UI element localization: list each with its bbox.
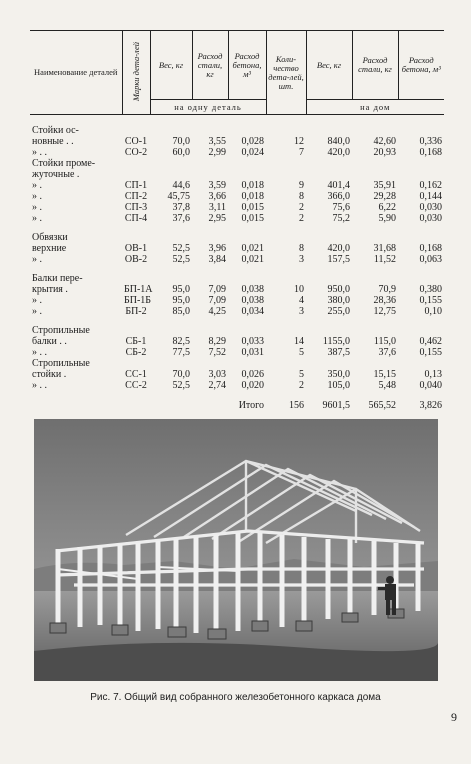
part-name-cell: жуточные . xyxy=(32,169,80,180)
steel-per-house-cell: 37,6 xyxy=(378,347,396,358)
steel-per-part-cell: 7,09 xyxy=(208,295,226,306)
table-row xyxy=(30,125,444,136)
weight-per-house-cell: 950,0 xyxy=(327,284,350,295)
quantity-cell: 14 xyxy=(294,336,304,347)
part-mark-cell: СБ-2 xyxy=(125,347,147,358)
concrete-per-part-cell: 0,028 xyxy=(241,136,264,147)
concrete-per-part-cell: 0,031 xyxy=(241,347,264,358)
quantity-cell: 8 xyxy=(299,243,304,254)
part-name-cell: верхние xyxy=(32,243,67,254)
weight-per-part-cell: 95,0 xyxy=(172,295,190,306)
weight-per-part-cell: 45,75 xyxy=(167,191,190,202)
concrete-per-part-cell xyxy=(228,169,266,180)
concrete-per-house-cell: 0,144 xyxy=(419,191,442,202)
part-name-cell: » . xyxy=(32,202,42,213)
table-row xyxy=(30,336,444,347)
steel-per-part-cell: 3,59 xyxy=(208,180,226,191)
concrete-per-house-cell: 0,155 xyxy=(419,347,442,358)
total-label: Итого xyxy=(238,399,264,411)
concrete-per-part-cell: 0,024 xyxy=(241,147,264,158)
header-group-per-house: на дом xyxy=(306,100,444,115)
part-name-cell: Балки пере- xyxy=(32,273,83,284)
concrete-per-house-cell xyxy=(398,325,444,336)
steel-per-house-cell: 115,0 xyxy=(373,336,396,347)
steel-per-part-cell: 3,84 xyxy=(208,254,226,265)
part-name-cell: » . xyxy=(32,254,42,265)
steel-per-house-cell: 12,75 xyxy=(373,306,396,317)
concrete-per-house-cell: 0,030 xyxy=(419,202,442,213)
table-row xyxy=(30,295,444,306)
concrete-per-house-cell: 0,168 xyxy=(419,243,442,254)
table-row xyxy=(30,369,444,380)
part-name-cell: крытия . xyxy=(32,284,68,295)
header-concrete-per-house: Расход бетона, м³ xyxy=(398,31,444,100)
quantity-cell: 2 xyxy=(299,202,304,213)
concrete-per-part-cell: 0,015 xyxy=(241,202,264,213)
steel-per-house-cell: 5,48 xyxy=(378,380,396,391)
steel-per-part-cell: 4,25 xyxy=(208,306,226,317)
concrete-per-part-cell: 0,015 xyxy=(241,213,264,224)
concrete-per-house-cell: 0,462 xyxy=(419,336,442,347)
steel-per-house-cell xyxy=(352,232,398,243)
part-mark-cell: БП-1Б xyxy=(124,295,152,306)
part-name-cell: » . . xyxy=(32,147,47,158)
quantity-cell: 3 xyxy=(299,306,304,317)
concrete-per-house-cell xyxy=(398,158,444,169)
concrete-per-part-cell: 0,018 xyxy=(241,191,264,202)
table-row xyxy=(30,358,444,369)
weight-per-part-cell xyxy=(150,125,192,136)
part-mark-cell: СС-2 xyxy=(125,380,147,391)
weight-per-house-cell: 366,0 xyxy=(327,191,350,202)
weight-per-part-cell: 37,6 xyxy=(172,213,190,224)
weight-per-part-cell: 70,0 xyxy=(172,369,190,380)
quantity-cell: 12 xyxy=(294,136,304,147)
steel-per-part-cell xyxy=(192,273,228,284)
part-mark-cell: БП-2 xyxy=(125,306,147,317)
quantity-cell: 2 xyxy=(299,380,304,391)
total-row xyxy=(30,391,444,413)
table-row xyxy=(30,147,444,158)
part-mark-cell: СС-1 xyxy=(125,369,147,380)
weight-per-house-cell: 380,0 xyxy=(327,295,350,306)
concrete-per-part-cell: 0,038 xyxy=(241,284,264,295)
weight-per-part-cell: 77,5 xyxy=(172,347,190,358)
quantity-cell xyxy=(266,169,306,180)
part-mark-cell: СП-1 xyxy=(124,180,148,191)
table-row xyxy=(30,243,444,254)
quantity-cell: 8 xyxy=(299,191,304,202)
weight-per-house-cell: 420,0 xyxy=(327,147,350,158)
weight-per-house-cell xyxy=(306,158,352,169)
table-row xyxy=(30,347,444,358)
header-weight-per-part: Вес, кг xyxy=(150,31,192,100)
weight-per-part-cell: 70,0 xyxy=(172,136,190,147)
weight-per-house-cell: 840,0 xyxy=(327,136,350,147)
quantity-cell: 5 xyxy=(299,369,304,380)
quantity-cell xyxy=(266,158,306,169)
row-spacer xyxy=(30,115,444,126)
part-name-cell: Стойки ос- xyxy=(32,125,79,136)
table-row xyxy=(30,158,444,169)
steel-per-house-cell xyxy=(352,273,398,284)
total-weight: 9601,5 xyxy=(322,399,350,411)
concrete-per-house-cell: 0,380 xyxy=(419,284,442,295)
weight-per-part-cell xyxy=(150,273,192,284)
concrete-per-part-cell xyxy=(228,273,266,284)
header-part-name: Наименование деталей xyxy=(30,31,122,115)
steel-per-house-cell: 5,90 xyxy=(378,213,396,224)
steel-per-part-cell: 3,66 xyxy=(208,191,226,202)
concrete-per-part-cell xyxy=(228,158,266,169)
parts-specification-table xyxy=(30,30,444,413)
quantity-cell: 9 xyxy=(299,180,304,191)
steel-per-part-cell: 2,95 xyxy=(208,213,226,224)
weight-per-part-cell xyxy=(150,169,192,180)
weight-per-part-cell: 52,5 xyxy=(172,380,190,391)
part-name-cell: » . xyxy=(32,180,42,191)
concrete-per-house-cell xyxy=(398,358,444,369)
part-name-cell: балки . . xyxy=(32,336,67,347)
quantity-cell: 7 xyxy=(299,147,304,158)
part-name-cell: » . xyxy=(32,213,42,224)
weight-per-house-cell: 157,5 xyxy=(327,254,350,265)
part-mark-cell: СП-4 xyxy=(124,213,148,224)
weight-per-house-cell: 75,6 xyxy=(332,202,350,213)
steel-per-part-cell: 2,74 xyxy=(208,380,226,391)
steel-per-part-cell: 7,52 xyxy=(208,347,226,358)
weight-per-part-cell: 82,5 xyxy=(172,336,190,347)
table-row xyxy=(30,284,444,295)
steel-per-part-cell: 3,96 xyxy=(208,243,226,254)
header-group-per-part: на одну деталь xyxy=(150,100,266,115)
quantity-cell xyxy=(266,325,306,336)
concrete-per-part-cell xyxy=(228,232,266,243)
weight-per-house-cell: 255,0 xyxy=(327,306,350,317)
page-number: 9 xyxy=(451,710,457,724)
row-spacer xyxy=(30,317,444,325)
table-row xyxy=(30,202,444,213)
frame-photo xyxy=(34,419,438,681)
weight-per-part-cell xyxy=(150,232,192,243)
concrete-per-house-cell xyxy=(398,273,444,284)
part-mark-cell: БП-1А xyxy=(124,284,153,295)
weight-per-part-cell: 85,0 xyxy=(172,306,190,317)
quantity-cell xyxy=(266,125,306,136)
concrete-per-part-cell xyxy=(228,125,266,136)
concrete-per-part-cell: 0,020 xyxy=(241,380,264,391)
steel-per-part-cell xyxy=(192,169,228,180)
total-steel: 565,52 xyxy=(368,399,396,411)
quantity-cell: 5 xyxy=(299,347,304,358)
part-mark-cell: ОВ-2 xyxy=(124,254,148,265)
part-mark-cell: СП-3 xyxy=(124,202,148,213)
table-row xyxy=(30,191,444,202)
weight-per-house-cell xyxy=(306,232,352,243)
weight-per-house-cell: 75,2 xyxy=(332,213,350,224)
part-name-cell: » . xyxy=(32,306,42,317)
concrete-per-house-cell: 0,168 xyxy=(419,147,442,158)
weight-per-part-cell: 52,5 xyxy=(172,243,190,254)
figure-caption: Рис. 7. Общий вид собранного железобетонного каркаса дома xyxy=(90,692,381,703)
header-quantity: Коли-чество дета-лей, шт. xyxy=(266,31,306,115)
steel-per-part-cell xyxy=(192,158,228,169)
part-mark-cell xyxy=(122,325,150,336)
header-steel-per-house: Расход стали, кг xyxy=(352,31,398,100)
concrete-per-part-cell: 0,021 xyxy=(241,243,264,254)
concrete-per-house-cell xyxy=(398,232,444,243)
part-name-cell: » . xyxy=(32,295,42,306)
part-mark-cell xyxy=(122,169,150,180)
table-row xyxy=(30,232,444,243)
concrete-per-house-cell xyxy=(398,125,444,136)
concrete-per-house-cell: 0,030 xyxy=(419,213,442,224)
steel-per-part-cell: 2,99 xyxy=(208,147,226,158)
weight-per-house-cell: 350,0 xyxy=(327,369,350,380)
steel-per-house-cell: 20,93 xyxy=(373,147,396,158)
steel-per-part-cell xyxy=(192,325,228,336)
part-mark-cell xyxy=(122,273,150,284)
weight-per-house-cell xyxy=(306,273,352,284)
weight-per-house-cell xyxy=(306,325,352,336)
part-name-cell: стойки . xyxy=(32,369,67,380)
steel-per-part-cell: 8,29 xyxy=(208,336,226,347)
table-row xyxy=(30,169,444,180)
table-row xyxy=(30,213,444,224)
concrete-per-part-cell xyxy=(228,358,266,369)
table-row xyxy=(30,380,444,391)
row-spacer xyxy=(30,224,444,232)
weight-per-part-cell xyxy=(150,325,192,336)
weight-per-part-cell xyxy=(150,158,192,169)
part-name-cell: » . . xyxy=(32,380,47,391)
part-mark-cell xyxy=(122,158,150,169)
table-row xyxy=(30,254,444,265)
concrete-per-part-cell: 0,034 xyxy=(241,306,264,317)
concrete-per-house-cell: 0,162 xyxy=(419,180,442,191)
quantity-cell xyxy=(266,273,306,284)
table-row xyxy=(30,325,444,336)
part-name-cell: Стойки проме- xyxy=(32,158,96,169)
weight-per-part-cell: 60,0 xyxy=(172,147,190,158)
weight-per-house-cell: 1155,0 xyxy=(322,336,350,347)
part-name-cell: Стропильные xyxy=(32,358,90,369)
part-name-cell: » . . xyxy=(32,347,47,358)
concrete-per-part-cell: 0,033 xyxy=(241,336,264,347)
steel-per-part-cell xyxy=(192,232,228,243)
table-row xyxy=(30,273,444,284)
steel-per-house-cell: 70,9 xyxy=(378,284,396,295)
concrete-per-part-cell: 0,018 xyxy=(241,180,264,191)
quantity-cell xyxy=(266,232,306,243)
table-body xyxy=(30,115,444,414)
header-part-mark: Марки дета-лей xyxy=(122,31,150,115)
part-mark-cell xyxy=(122,125,150,136)
steel-per-house-cell: 35,91 xyxy=(373,180,396,191)
quantity-cell: 4 xyxy=(299,295,304,306)
table-row xyxy=(30,136,444,147)
quantity-cell: 3 xyxy=(299,254,304,265)
concrete-per-house-cell: 0,336 xyxy=(419,136,442,147)
weight-per-part-cell: 37,8 xyxy=(172,202,190,213)
part-name-cell: Стропильные xyxy=(32,325,90,336)
part-mark-cell: СО-2 xyxy=(124,147,148,158)
weight-per-part-cell: 52,5 xyxy=(172,254,190,265)
part-name-cell: Обвязки xyxy=(32,232,68,243)
part-mark-cell: ОВ-1 xyxy=(124,243,148,254)
concrete-per-house-cell: 0,063 xyxy=(419,254,442,265)
header-concrete-per-part: Расход бетона, м³ xyxy=(228,31,266,100)
weight-per-house-cell: 401,4 xyxy=(327,180,350,191)
steel-per-house-cell: 6,22 xyxy=(378,202,396,213)
steel-per-part-cell: 7,09 xyxy=(208,284,226,295)
row-spacer xyxy=(30,265,444,273)
header-steel-per-part: Расход стали, кг xyxy=(192,31,228,100)
steel-per-house-cell: 28,36 xyxy=(373,295,396,306)
steel-per-part-cell: 3,55 xyxy=(208,136,226,147)
steel-per-part-cell: 3,11 xyxy=(208,202,226,213)
total-concrete: 3,826 xyxy=(419,399,442,411)
part-mark-cell: СП-2 xyxy=(124,191,148,202)
steel-per-house-cell: 31,68 xyxy=(373,243,396,254)
table-row xyxy=(30,180,444,191)
weight-per-house-cell xyxy=(306,169,352,180)
part-name-cell: новные . . xyxy=(32,136,74,147)
steel-per-house-cell: 15,15 xyxy=(373,369,396,380)
steel-per-house-cell: 29,28 xyxy=(373,191,396,202)
concrete-per-part-cell: 0,038 xyxy=(241,295,264,306)
part-mark-cell: СБ-1 xyxy=(125,336,147,347)
weight-per-house-cell: 105,0 xyxy=(327,380,350,391)
concrete-per-house-cell: 0,10 xyxy=(424,306,442,317)
concrete-per-part-cell: 0,021 xyxy=(241,254,264,265)
header-weight-per-house: Вес, кг xyxy=(306,31,352,100)
weight-per-house-cell: 420,0 xyxy=(327,243,350,254)
concrete-per-part-cell xyxy=(228,325,266,336)
concrete-per-house-cell: 0,040 xyxy=(419,380,442,391)
quantity-cell: 2 xyxy=(299,213,304,224)
concrete-per-house-cell: 0,155 xyxy=(419,295,442,306)
steel-per-part-cell xyxy=(192,125,228,136)
part-mark-cell xyxy=(122,232,150,243)
steel-per-part-cell xyxy=(192,358,228,369)
weight-per-part-cell xyxy=(150,358,192,369)
part-name-cell: » . xyxy=(32,191,42,202)
steel-per-part-cell: 3,03 xyxy=(208,369,226,380)
quantity-cell: 10 xyxy=(294,284,304,295)
steel-per-house-cell xyxy=(352,158,398,169)
concrete-per-house-cell: 0,13 xyxy=(424,369,442,380)
total-quantity: 156 xyxy=(289,399,304,411)
steel-per-house-cell: 42,60 xyxy=(373,136,396,147)
steel-per-house-cell xyxy=(352,169,398,180)
steel-per-house-cell: 11,52 xyxy=(373,254,396,265)
part-mark-cell xyxy=(122,358,150,369)
concrete-per-part-cell: 0,026 xyxy=(241,369,264,380)
table-row xyxy=(30,306,444,317)
quantity-cell xyxy=(266,358,306,369)
weight-per-house-cell xyxy=(306,358,352,369)
steel-per-house-cell xyxy=(352,325,398,336)
steel-per-house-cell xyxy=(352,125,398,136)
concrete-per-house-cell xyxy=(398,169,444,180)
steel-per-house-cell xyxy=(352,358,398,369)
weight-per-part-cell: 44,6 xyxy=(172,180,190,191)
part-mark-cell: СО-1 xyxy=(124,136,148,147)
weight-per-house-cell xyxy=(306,125,352,136)
weight-per-part-cell: 95,0 xyxy=(172,284,190,295)
weight-per-house-cell: 387,5 xyxy=(327,347,350,358)
